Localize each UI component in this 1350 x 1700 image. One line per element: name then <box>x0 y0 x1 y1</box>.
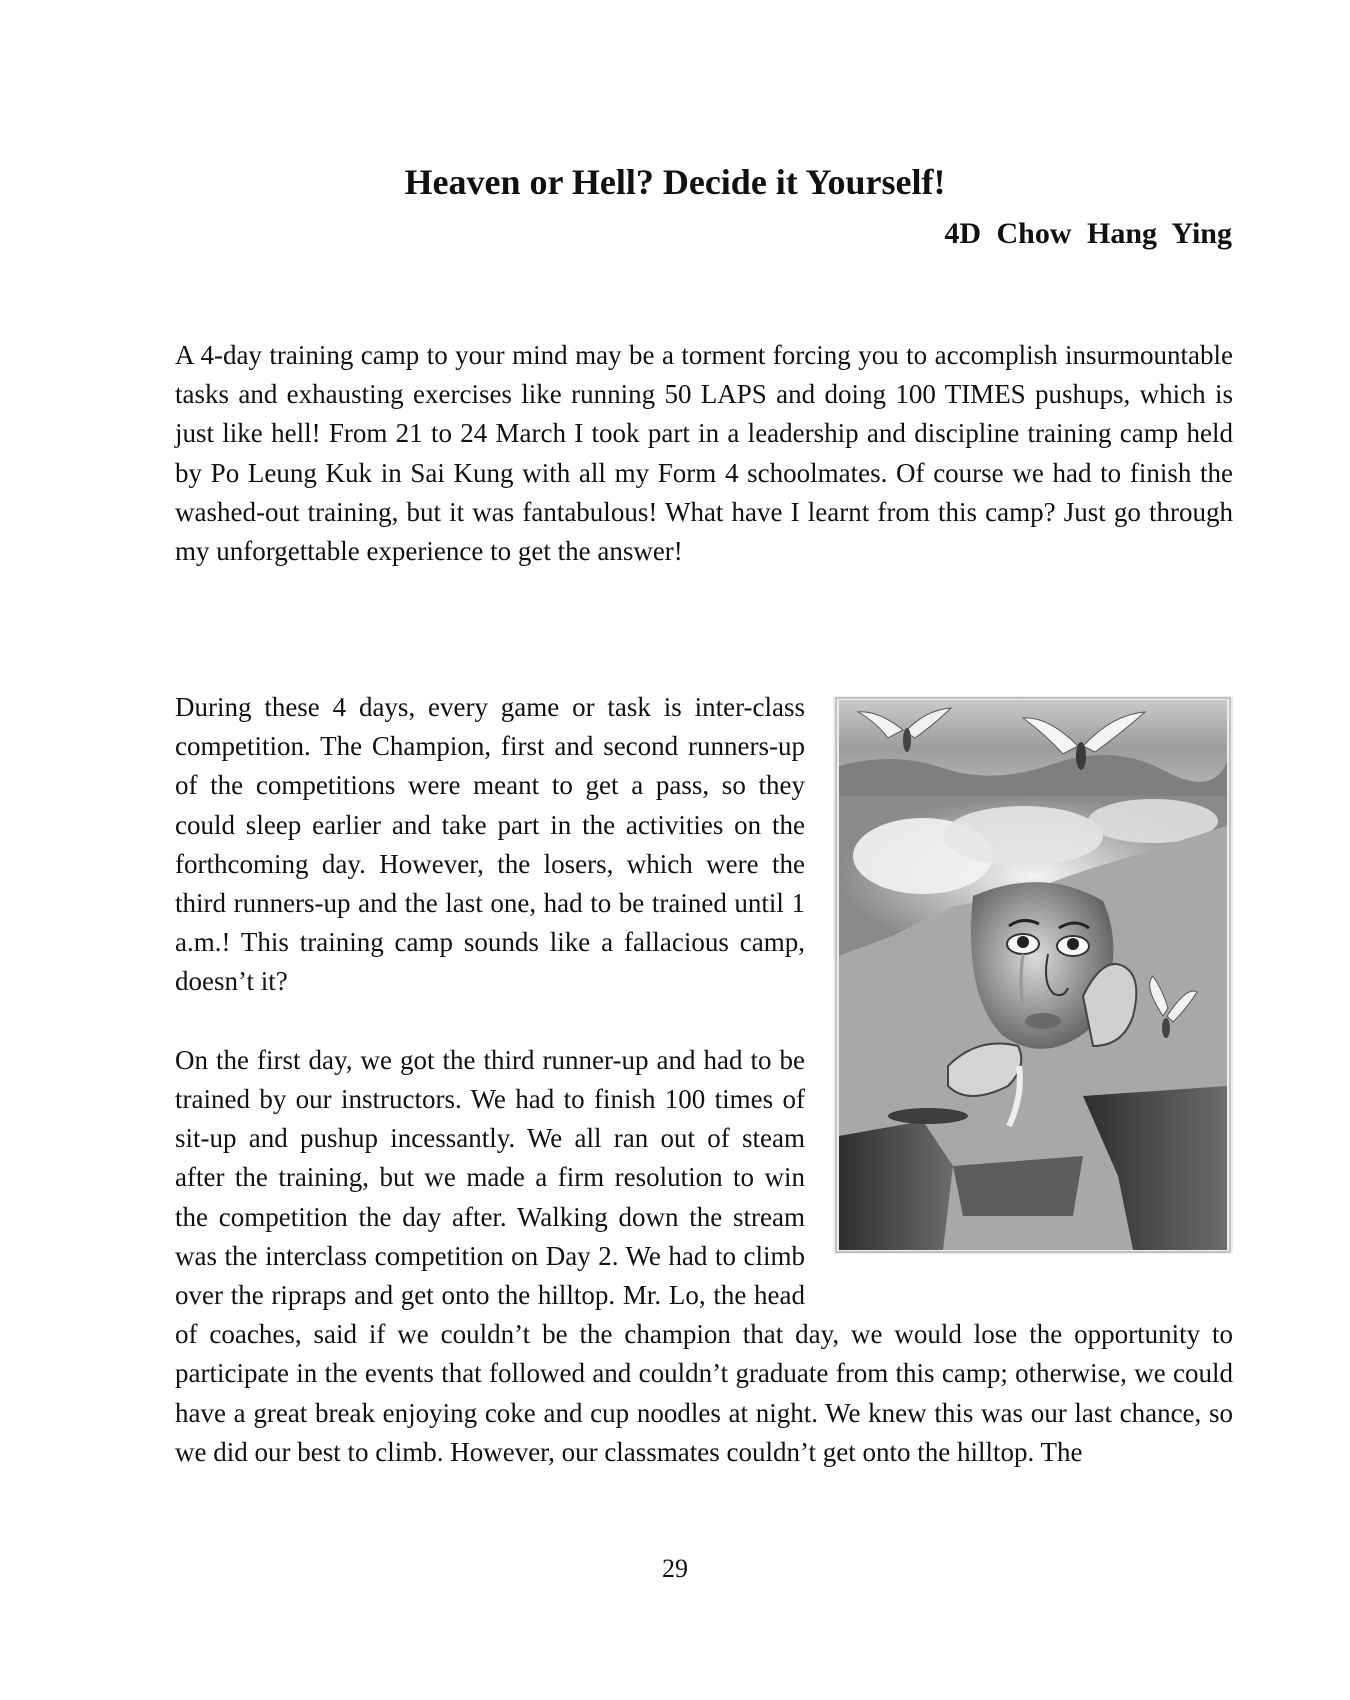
illustration-image <box>833 696 1233 1254</box>
intro-paragraph: A 4-day training camp to your mind may be a torment forcing you to accomplish insurmountable tasks and exhausting exercises like running 50 LAPS and doing 100 TIMES pushups, which is just like hell! From 21 to 24 March I took part in a leadership and discipline training camp held by Po Leung Kuk in Sai Kung with all my Form 4 schoolmates. Of course we had to finish the washed-out training, but it was fantabulous! What have I learnt from this camp? Just go through my unforgettable experience to get the answer! <box>175 340 1233 567</box>
article-author: 4D Chow Hang Ying <box>944 217 1232 250</box>
article-title: Heaven or Hell? Decide it Yourself! <box>404 162 946 202</box>
body-paragraph-2: On the first day, we got the third runner-up and had to be trained by our instructors. We had to finish 100 times of sit-up and pushup incessantly. We all ran out of steam after the training, but we made a firm resolution to win the competition the day after. Walking down the stream was the interclass competition on Day 2. We had to climb over the ripraps and get onto the hilltop. Mr. Lo, the head of coaches, said if we couldn’t be the champion that day, we would lose the opportunity to participate in the events that followed and couldn’t graduate from this camp; otherwise, we could have a great break enjoying coke and cup noodles at night. We knew this was our last chance, so we did our best to climb. However, our classmates couldn’t get onto the hilltop. The <box>175 1044 1233 1467</box>
body-paragraph-1: During these 4 days, every game or task is inter-class competition. The Champion, first and second runners-up of the competitions were meant to get a pass, so they could sleep earlier and take part in the activities on the forthcoming day. However, the losers, which were the third runners-up and the last one, had to be trained until 1 a.m.! This training camp sounds like a fallacious camp, doesn’t it? <box>175 692 805 997</box>
page-number: 29 <box>662 1554 688 1583</box>
illustration-frame <box>833 696 1233 1281</box>
article-body <box>175 688 1233 1472</box>
